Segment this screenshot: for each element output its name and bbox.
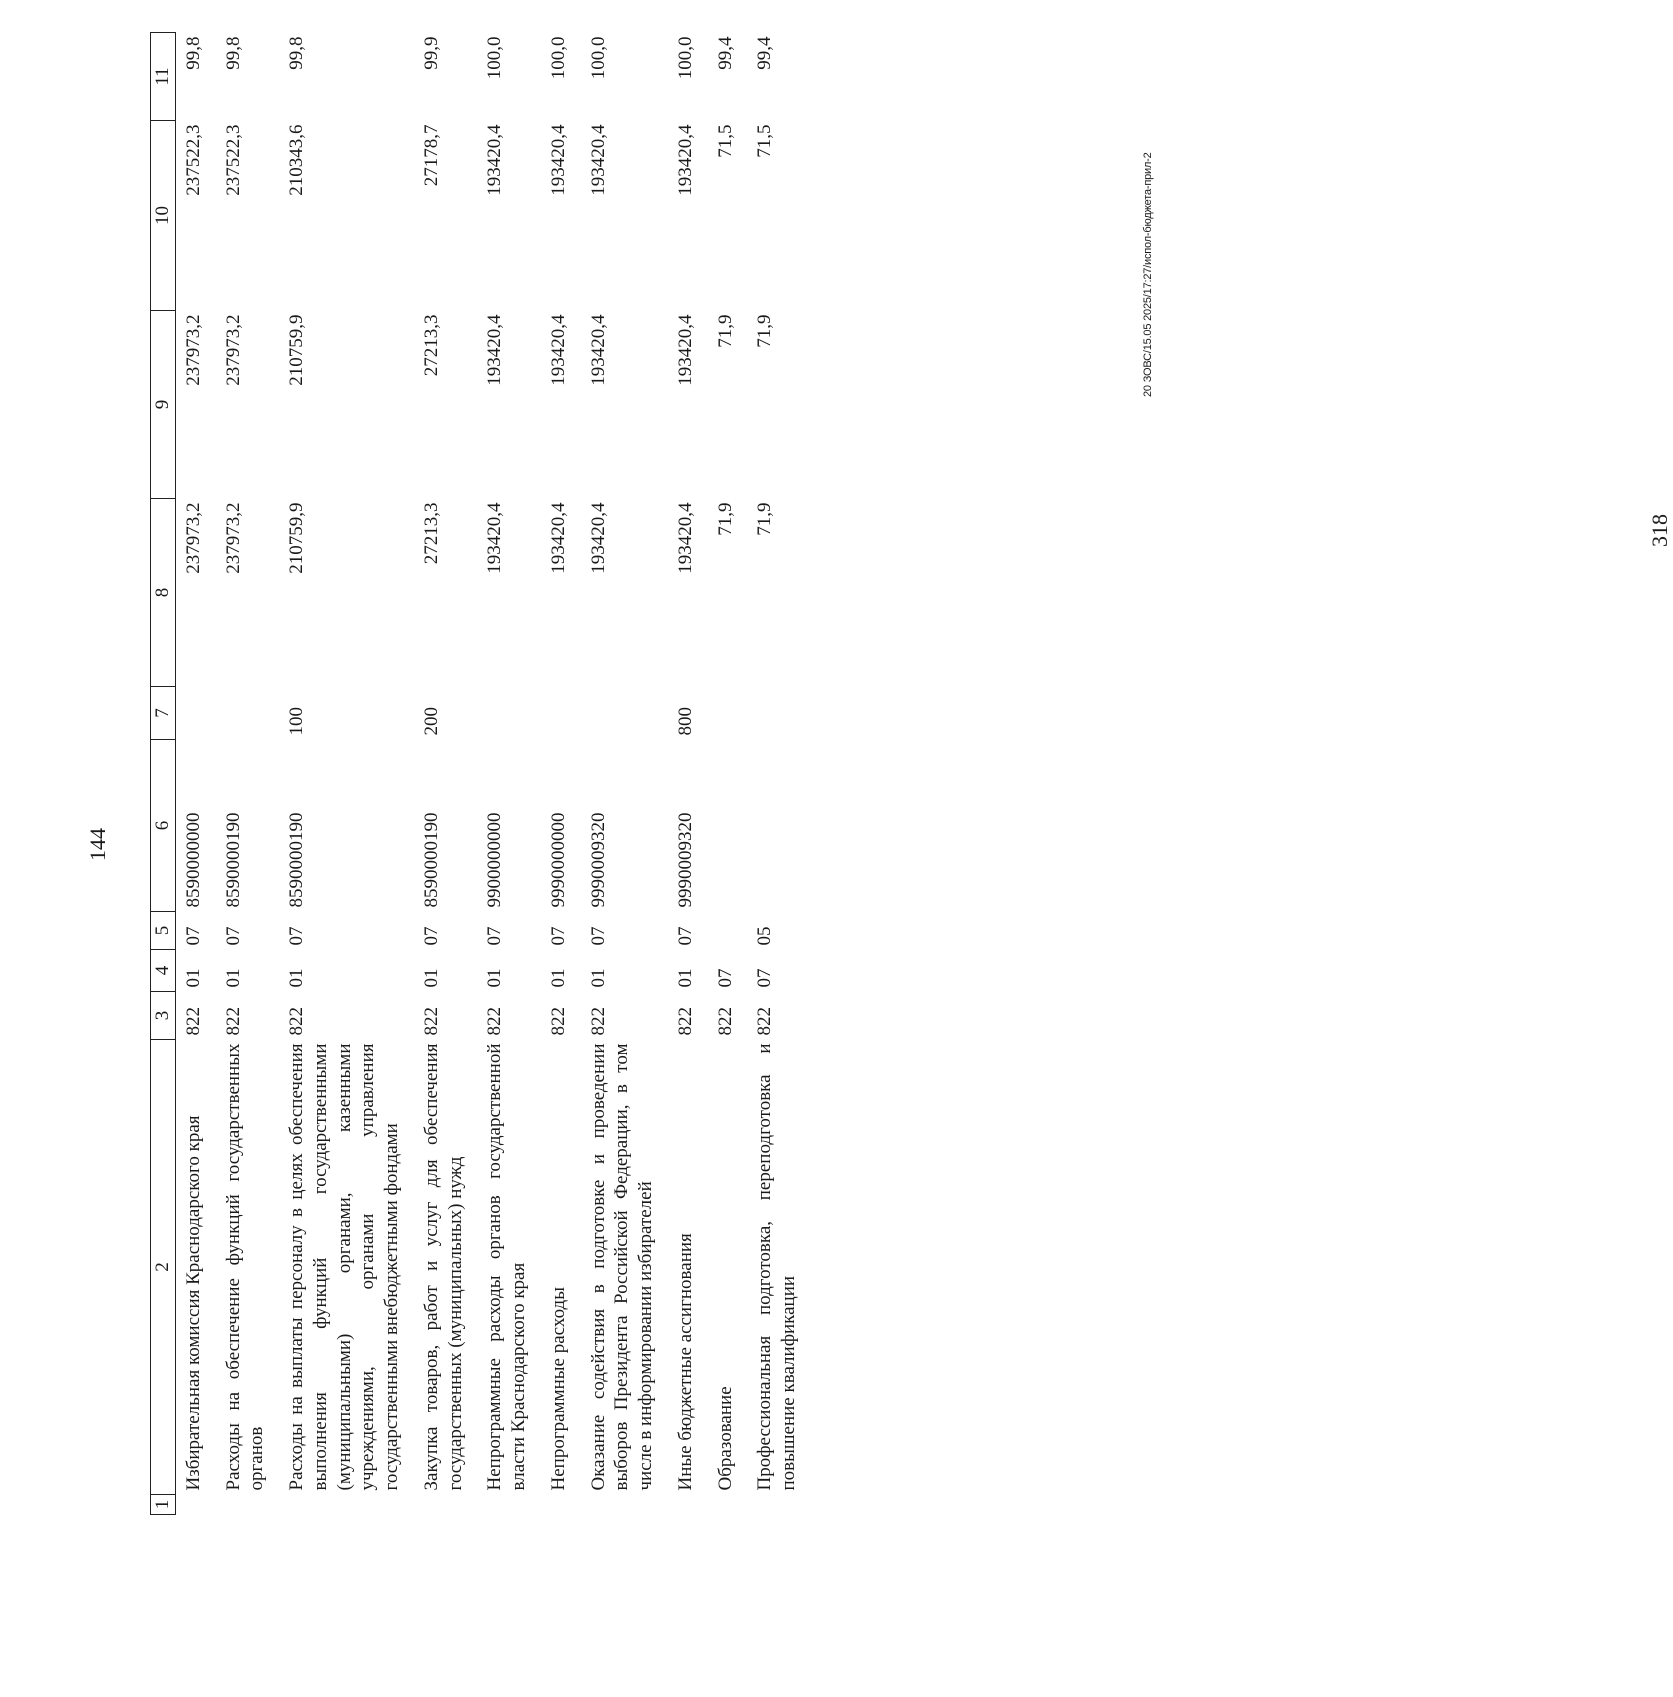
cell-c11: 99,8 <box>286 36 307 70</box>
cell-c11: 100,0 <box>547 36 569 80</box>
cell-c5: 07 <box>674 926 696 946</box>
cell-c11: 100,0 <box>587 36 609 80</box>
cell-c6: 9900000000 <box>484 812 506 908</box>
table-row <box>668 33 708 1515</box>
cell-c3: 822 <box>714 1007 736 1036</box>
cell-c6 <box>708 740 748 912</box>
cell-c5: 07 <box>182 926 204 946</box>
cell-c9: 27213,3 <box>420 314 442 377</box>
cell-c11: 100,0 <box>674 36 696 80</box>
cell-c11: 99,8 <box>222 36 244 70</box>
cell-c11: 99,4 <box>754 36 776 70</box>
sheet-number: 318 <box>1647 514 1672 547</box>
cell-c3: 822 <box>484 1007 506 1036</box>
cell-c3: 822 <box>286 1007 307 1036</box>
cell-c3: 822 <box>547 1007 569 1036</box>
cell-c4: 01 <box>587 968 609 988</box>
footer-code: 20 ЗОВС/15.05 2025/17:27/испол-бюджета-прил-2 <box>1142 152 1154 397</box>
cell-c11: 100,0 <box>484 36 506 80</box>
cell-c3: 822 <box>674 1007 696 1036</box>
cell-c10: 193420,4 <box>484 124 506 196</box>
cell-c10: 27178,7 <box>420 124 442 187</box>
cell-c5: 07 <box>222 926 244 946</box>
cell-c1 <box>747 1495 811 1515</box>
cell-c4: 01 <box>547 968 569 988</box>
page-number: 144 <box>85 828 110 861</box>
cell-c7 <box>541 687 581 740</box>
cell-c4: 01 <box>674 968 696 988</box>
cell-c10: 71,5 <box>754 124 776 158</box>
cell-c5: 07 <box>286 926 307 946</box>
cell-c11: 99,9 <box>420 36 442 70</box>
cell-c8: 210759,9 <box>286 502 307 574</box>
cell-c7 <box>747 687 811 740</box>
cell-c6: 9990009320 <box>587 812 609 908</box>
cell-c5 <box>708 912 748 950</box>
header-col-11: 11 <box>151 33 176 121</box>
cell-c5: 07 <box>587 926 609 946</box>
header-row <box>151 33 176 1515</box>
cell-c3: 822 <box>182 1007 204 1036</box>
cell-c9: 71,9 <box>714 314 736 348</box>
cell-c9: 237973,2 <box>182 314 204 386</box>
row-name: Профессиональная подготовка, переподготовка и повышение квалификации <box>754 1043 799 1491</box>
cell-c1 <box>581 1495 668 1515</box>
table-body <box>175 33 811 1515</box>
cell-c6: 8590000190 <box>222 812 244 908</box>
table-row <box>414 33 478 1515</box>
table-row <box>708 33 748 1515</box>
cell-c8: 71,9 <box>714 502 736 536</box>
cell-c4: 01 <box>182 968 204 988</box>
cell-c4: 01 <box>484 968 506 988</box>
cell-c11: 99,4 <box>714 36 736 70</box>
cell-c6: 8590000000 <box>182 812 204 908</box>
cell-c10: 193420,4 <box>674 124 696 196</box>
cell-c7 <box>581 687 668 740</box>
row-name: Закупка товаров, работ и услуг для обеспечения государственных (муниципальных) нужд <box>420 1043 466 1491</box>
cell-c7: 100 <box>286 707 307 736</box>
cell-c8: 71,9 <box>754 502 776 536</box>
cell-c9: 237973,2 <box>222 314 244 386</box>
row-name: Расходы на выплаты персоналу в целях обеспечения выполнения функций государственными (муниципальными) органами, казенными учреждениями, органами управления государственными внебюджетными фондами <box>286 1043 402 1491</box>
cell-c6: 8590000190 <box>420 812 442 908</box>
row-name: Непрограммные расходы органов государственной власти Краснодарского края <box>484 1043 529 1491</box>
cell-c1 <box>477 1495 541 1515</box>
cell-c6: 9990009320 <box>674 812 696 908</box>
header-col-2: 2 <box>151 1040 176 1495</box>
cell-c9: 210759,9 <box>286 314 307 386</box>
cell-c7: 800 <box>674 707 696 736</box>
cell-c9: 193420,4 <box>484 314 506 386</box>
cell-c5: 07 <box>420 926 442 946</box>
cell-c3: 822 <box>222 1007 244 1036</box>
cell-c11: 99,8 <box>182 36 204 70</box>
row-name: Оказание содействия в подготовке и проведении выборов Президента Российской Федерации, в том числе в информировании избирателей <box>587 1043 656 1491</box>
cell-c7 <box>175 687 215 740</box>
cell-c10: 210343,6 <box>286 124 307 196</box>
cell-c9: 71,9 <box>754 314 776 348</box>
cell-c4: 01 <box>420 968 442 988</box>
row-name: Непрограммные расходы <box>547 1287 569 1491</box>
header-col-3: 3 <box>151 992 176 1040</box>
cell-c1 <box>708 1495 748 1515</box>
table-row <box>541 33 581 1515</box>
cell-c7 <box>216 687 280 740</box>
cell-c1 <box>668 1495 708 1515</box>
table-row <box>216 33 280 1515</box>
row-name: Расходы на обеспечение функций государственных органов <box>222 1043 268 1491</box>
cell-c8: 27213,3 <box>420 502 442 565</box>
header-col-5: 5 <box>151 912 176 950</box>
cell-c8: 237973,2 <box>222 502 244 574</box>
table-row <box>747 33 811 1515</box>
cell-c9: 193420,4 <box>547 314 569 386</box>
cell-c3: 822 <box>587 1007 609 1036</box>
header-col-6: 6 <box>151 740 176 912</box>
cell-c10: 193420,4 <box>587 124 609 196</box>
cell-c1 <box>216 1495 280 1515</box>
cell-c7 <box>708 687 748 740</box>
header-col-8: 8 <box>151 499 176 687</box>
cell-c10: 193420,4 <box>547 124 569 196</box>
cell-c4: 01 <box>286 968 307 988</box>
table-row <box>175 33 215 1515</box>
header-col-7: 7 <box>151 687 176 740</box>
cell-c5: 07 <box>484 926 506 946</box>
cell-c3: 822 <box>754 1007 776 1036</box>
cell-c8: 193420,4 <box>674 502 696 574</box>
row-name: Иные бюджетные ассигнования <box>674 1233 696 1491</box>
header-col-4: 4 <box>151 950 176 992</box>
cell-c5: 05 <box>754 926 776 946</box>
table-row <box>477 33 541 1515</box>
row-name: Образование <box>714 1386 736 1491</box>
cell-c1 <box>279 1495 414 1515</box>
cell-c1 <box>541 1495 581 1515</box>
cell-c9: 193420,4 <box>674 314 696 386</box>
header-col-1: 1 <box>151 1495 176 1515</box>
cell-c6 <box>747 740 811 912</box>
cell-c9: 193420,4 <box>587 314 609 386</box>
header-col-10: 10 <box>151 121 176 311</box>
cell-c6: 9990000000 <box>547 812 569 908</box>
cell-c8: 193420,4 <box>484 502 506 574</box>
cell-c8: 193420,4 <box>547 502 569 574</box>
cell-c7: 200 <box>420 707 442 736</box>
cell-c1 <box>175 1495 215 1515</box>
cell-c7 <box>477 687 541 740</box>
row-name: Избирательная комиссия Краснодарского края <box>182 1115 204 1491</box>
cell-c6: 8590000190 <box>286 812 307 908</box>
cell-c8: 237973,2 <box>182 502 204 574</box>
cell-c10: 237522,3 <box>222 124 244 196</box>
table-row <box>279 33 414 1515</box>
cell-c10: 71,5 <box>714 124 736 158</box>
cell-c4: 01 <box>222 968 244 988</box>
table-row <box>581 33 668 1515</box>
header-col-9: 9 <box>151 311 176 499</box>
table-header <box>151 33 176 1515</box>
cell-c3: 822 <box>420 1007 442 1036</box>
cell-c10: 237522,3 <box>182 124 204 196</box>
budget-table <box>150 32 811 1515</box>
cell-c5: 07 <box>547 926 569 946</box>
cell-c4: 07 <box>754 968 776 988</box>
cell-c8: 193420,4 <box>587 502 609 574</box>
cell-c1 <box>414 1495 478 1515</box>
cell-c4: 07 <box>714 968 736 988</box>
